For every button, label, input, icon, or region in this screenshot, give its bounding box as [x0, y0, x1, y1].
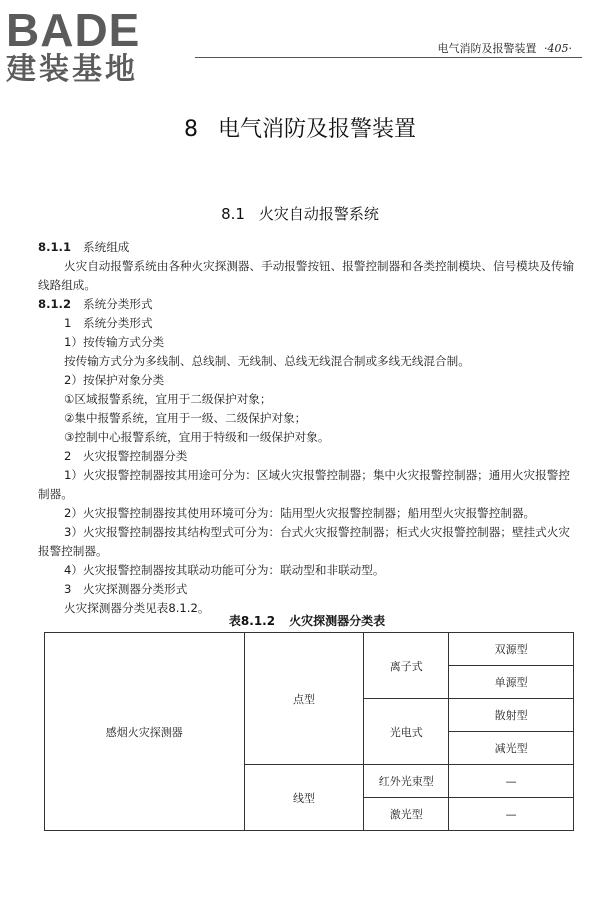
table-cell: 感烟火灾探测器 — [45, 633, 245, 831]
chapter-title: 电气消防及报警装置 — [217, 117, 416, 142]
paragraph: 火灾自动报警系统由各种火灾探测器、手动报警按钮、报警控制器和各类控制模块、信号模块及传输线路组成。 — [38, 259, 575, 292]
table-caption — [0, 612, 600, 629]
section-number: 8.1 — [221, 205, 245, 223]
table-cell: — — [449, 798, 574, 831]
chapter-number: 8 — [183, 117, 198, 142]
running-title: 电气消防及报警装置 — [437, 42, 537, 55]
header-rule — [195, 57, 582, 58]
clause-8-1-2-heading — [38, 295, 578, 314]
page-number: ·405· — [544, 42, 572, 55]
logo-subtitle: 建装基地 — [6, 52, 138, 87]
table-cell: 离子式 — [364, 633, 449, 699]
clause-number: 8.1.2 — [38, 297, 72, 311]
table-cell: 点型 — [244, 633, 364, 765]
item-heading: 1 系统分类形式 — [64, 316, 153, 330]
body-text — [38, 238, 578, 618]
table-cell: 红外光束型 — [364, 765, 449, 798]
table-cell: 双源型 — [449, 633, 574, 666]
running-header — [438, 40, 573, 56]
publisher-logo — [6, 4, 141, 88]
sub-item: 2）火灾报警控制器按其使用环境可分为：陆用型火灾报警控制器；船用型火灾报警控制器。 — [64, 506, 536, 520]
list-item: ①区域报警系统，宜用于二级保护对象； — [64, 392, 272, 406]
clause-title: 系统分类形式 — [83, 297, 153, 311]
paragraph: 按传输方式分为多线制、总线制、无线制、总线无线混合制或多线无线混合制。 — [64, 354, 470, 368]
sub-item: 3）火灾报警控制器按其结构型式可分为：台式火灾报警控制器；柜式火灾报警控制器；壁挂式火灾报警控制器。 — [38, 525, 570, 558]
sub-item: 4）火灾报警控制器按其联动功能可分为：联动型和非联动型。 — [64, 563, 385, 577]
section-heading — [0, 203, 600, 224]
table-row — [45, 633, 574, 666]
clause-title: 系统组成 — [83, 240, 130, 254]
table-cell: 减光型 — [449, 732, 574, 765]
table-cell: 散射型 — [449, 699, 574, 732]
sub-item: 2）按保护对象分类 — [64, 373, 165, 387]
item-heading: 2 火灾报警控制器分类 — [64, 449, 188, 463]
table-cell: 激光型 — [364, 798, 449, 831]
table-cell: — — [449, 765, 574, 798]
section-title: 火灾自动报警系统 — [258, 205, 379, 223]
list-item: ②集中报警系统，宜用于一级、二级保护对象； — [64, 411, 307, 425]
sub-item: 1）按传输方式分类 — [64, 335, 165, 349]
sub-item: 1）火灾报警控制器按其用途可分为：区域火灾报警控制器；集中火灾报警控制器；通用火灾报警控制器。 — [38, 468, 570, 501]
detector-classification-table — [44, 632, 574, 831]
table-cell: 单源型 — [449, 666, 574, 699]
logo-wordmark: BADE — [6, 4, 141, 56]
table-title: 火灾探测器分类表 — [289, 614, 386, 628]
table-number: 表8.1.2 — [228, 614, 276, 628]
paragraph: 火灾探测器分类见表8.1.2。 — [64, 601, 210, 615]
item-heading: 3 火灾探测器分类形式 — [64, 582, 188, 596]
clause-number: 8.1.1 — [38, 240, 72, 254]
clause-8-1-1-heading — [38, 238, 578, 257]
list-item: ③控制中心报警系统，宜用于特级和一级保护对象。 — [64, 430, 330, 444]
table-cell: 光电式 — [364, 699, 449, 765]
table-cell: 线型 — [244, 765, 364, 831]
chapter-heading — [0, 112, 600, 143]
